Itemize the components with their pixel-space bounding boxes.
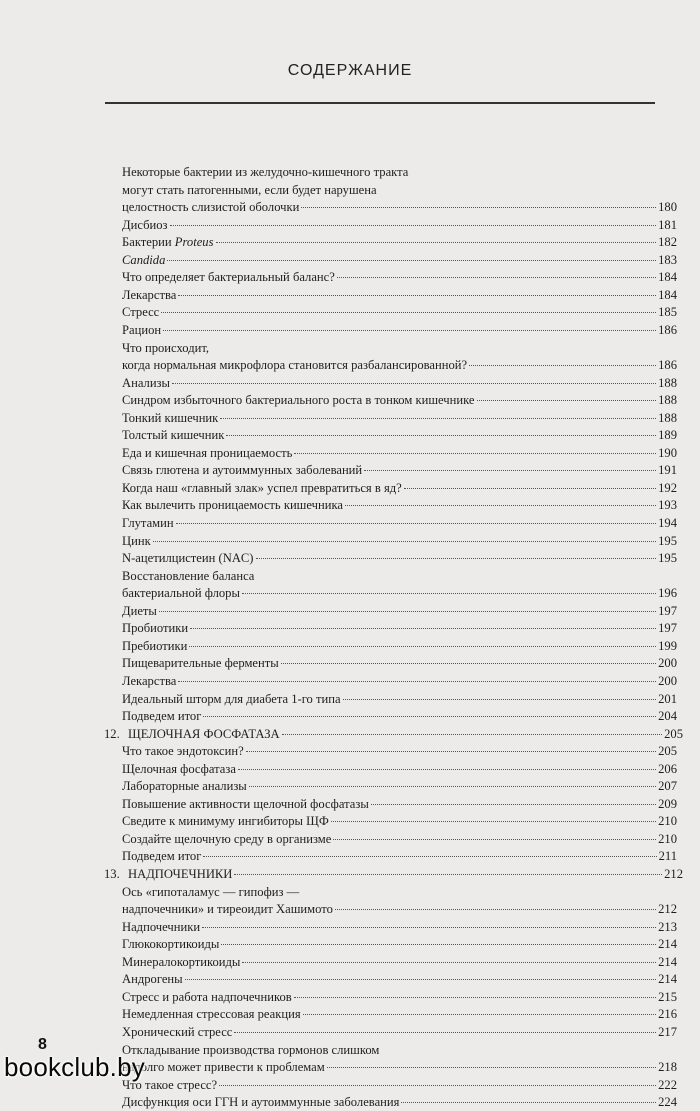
toc-entry: [122, 445, 677, 462]
dot-leader: [282, 733, 662, 735]
toc-entry-title: Подведем итог: [122, 849, 202, 864]
toc-page-number: 218: [658, 1060, 677, 1075]
toc-page-number: 185: [658, 305, 677, 320]
dot-leader: [345, 504, 656, 506]
toc-entry: [122, 287, 677, 304]
toc-entry: [122, 691, 677, 708]
toc-page-number: 211: [658, 849, 677, 864]
toc-entry: [122, 533, 677, 550]
dot-leader: [477, 399, 657, 401]
toc-entry-title: Повышение активности щелочной фосфатазы: [122, 796, 369, 811]
dot-leader: [301, 206, 656, 208]
toc-entry-title: Дисфункция оси ГГН и аутоиммунные заболевания: [122, 1095, 400, 1110]
dot-leader: [190, 627, 656, 629]
toc-entry-title: целостность слизистой оболочки: [122, 200, 300, 215]
toc-entry: [122, 936, 677, 953]
toc-entry-title: Андрогены: [122, 972, 183, 987]
toc-entry-title: Щелочная фосфатаза: [122, 761, 236, 776]
toc-entry: [122, 164, 677, 181]
toc-entry: [122, 269, 677, 286]
toc-entry: [122, 1024, 677, 1041]
toc-page-number: 216: [658, 1007, 677, 1022]
toc-entry: [122, 182, 677, 199]
toc-entry-title: Пробиотики: [122, 621, 189, 636]
toc-page-number: 186: [658, 358, 677, 373]
dot-leader: [216, 241, 657, 243]
toc-page-number: 197: [658, 603, 677, 618]
toc-entry: [122, 234, 677, 251]
dot-leader: [303, 1013, 656, 1015]
dot-leader: [202, 926, 656, 928]
toc-page-number: 194: [658, 516, 677, 530]
toc-entry-title: Ось «гипоталамус — гипофиз —: [122, 884, 300, 899]
toc-entry: [122, 901, 677, 918]
dot-leader: [170, 224, 657, 226]
toc-entry: [122, 340, 677, 357]
dot-leader: [242, 592, 656, 594]
toc-page-number: 212: [664, 867, 683, 881]
dot-leader: [234, 873, 662, 875]
toc-entry: [122, 1077, 677, 1094]
toc-entry: [122, 322, 677, 339]
toc-page-number: 197: [658, 621, 677, 636]
dot-leader: [469, 364, 656, 366]
toc-entry-title: Глутамин: [122, 516, 174, 530]
toc-entry-title: Дисбиоз: [122, 217, 168, 232]
toc-page-number: 212: [658, 902, 677, 917]
toc-page-number: 214: [658, 972, 677, 987]
toc-entry-title: Идеальный шторм для диабета 1-го типа: [122, 691, 341, 706]
toc-entry: [122, 778, 677, 795]
toc-entry: [122, 217, 677, 234]
toc-page-number: 199: [658, 638, 677, 653]
dot-leader: [337, 276, 656, 278]
toc-page-number: 200: [658, 673, 677, 688]
chapter-number: 12.: [104, 726, 120, 741]
toc-entry: [122, 585, 677, 602]
dot-leader: [327, 1066, 656, 1068]
toc-page-number: 188: [658, 393, 677, 408]
dot-leader: [238, 768, 656, 770]
toc-entry: [122, 655, 677, 672]
toc-entry: [122, 462, 677, 479]
dot-leader: [371, 803, 656, 805]
dot-leader: [172, 382, 656, 384]
toc-entry-title: Хронический стресс: [122, 1024, 233, 1039]
toc-entry-title: Как вылечить проницаемость кишечника: [122, 498, 343, 513]
chapter-number: 13.: [104, 867, 120, 881]
toc-entry: [122, 989, 677, 1006]
toc-entry-title: Минералокортикоиды: [122, 954, 241, 969]
page-number: 8: [38, 1036, 47, 1053]
dot-leader: [220, 417, 656, 419]
dot-leader: [294, 996, 656, 998]
toc-entry-title: Откладывание производства гормонов слишком: [122, 1042, 380, 1057]
toc-entry: [122, 954, 677, 971]
dot-leader: [281, 662, 656, 664]
toc-page-number: 206: [658, 761, 677, 776]
toc-page-number: 193: [658, 498, 677, 513]
toc-entry: [122, 392, 677, 409]
toc-entry: [122, 831, 677, 848]
toc-entry-title: Анализы: [122, 375, 170, 390]
toc-page-number: 222: [658, 1077, 677, 1092]
toc-entry-title: Подведем итог: [122, 709, 202, 724]
toc-page-number: 188: [658, 375, 677, 390]
toc-entry-title: Некоторые бактерии из желудочно-кишечного тракта: [122, 165, 409, 179]
toc-entry: [122, 796, 677, 813]
toc-page-number: 184: [658, 270, 677, 285]
toc-entry: [122, 638, 677, 655]
toc-entry-title: Что определяет бактериальный баланс?: [122, 270, 335, 285]
toc-page-number: 205: [664, 726, 683, 741]
toc-page-number: 209: [658, 796, 677, 811]
chapter-title: НАДПОЧЕЧНИКИ: [128, 867, 233, 881]
toc-page-number: 200: [658, 656, 677, 671]
dot-leader: [203, 855, 656, 857]
toc-page-number: 195: [658, 551, 677, 566]
toc-entry: [122, 1059, 677, 1076]
toc-entry: [122, 761, 677, 778]
toc-page-number: 184: [658, 287, 677, 302]
toc-page-number: 205: [658, 744, 677, 759]
toc-page-number: 191: [658, 463, 677, 478]
toc-page-number: 215: [658, 989, 677, 1004]
toc-page-number: 201: [658, 691, 677, 706]
toc-entry-title: когда нормальная микрофлора становится разбалансированной?: [122, 358, 468, 373]
toc-entry-title: Candida: [122, 252, 166, 267]
toc-entry-title: Рацион: [122, 322, 162, 337]
dot-leader: [221, 943, 656, 945]
toc-entry-title: Связь глютена и аутоиммунных заболеваний: [122, 463, 363, 478]
toc-entry-title: Создайте щелочную среду в организме: [122, 831, 332, 846]
toc-entry-title: Лекарства: [122, 673, 177, 688]
toc-page-number: 224: [658, 1095, 677, 1110]
toc-page-number: 181: [658, 217, 677, 232]
dot-leader: [343, 698, 657, 700]
toc-page-number: 196: [658, 586, 677, 601]
toc-entry: [122, 884, 677, 901]
toc-entry-title: Восстановление баланса: [122, 568, 255, 583]
dot-leader: [404, 487, 656, 489]
dot-leader: [256, 557, 657, 559]
toc-entry: [122, 427, 677, 444]
dot-leader: [163, 329, 656, 331]
watermark: bookclub.by: [4, 1052, 145, 1082]
toc-entry: [122, 708, 677, 725]
toc-page-number: 210: [658, 814, 677, 829]
toc-entry: [104, 866, 683, 883]
toc-entry: [122, 357, 677, 374]
toc-entry-title: Лекарства: [122, 287, 177, 302]
toc-entry-title: Что происходит,: [122, 340, 210, 355]
dot-leader: [294, 452, 656, 454]
toc-entry-title: Толстый кишечник: [122, 428, 225, 443]
dot-leader: [234, 1031, 656, 1033]
toc-entry-title: Сведите к минимуму ингибиторы ЩФ: [122, 814, 329, 829]
toc-entry: [122, 199, 677, 216]
dot-leader: [401, 1101, 656, 1103]
dot-leader: [178, 680, 656, 682]
toc-entry: [122, 550, 677, 567]
toc-page-number: 189: [658, 428, 677, 443]
toc-entry: [122, 497, 677, 514]
toc-entry-title: Бактерии Proteus: [122, 235, 214, 250]
toc-entry-title: Синдром избыточного бактериального роста в тонком кишечнике: [122, 393, 475, 408]
toc-entry: [122, 480, 677, 497]
dot-leader: [333, 838, 656, 840]
toc-entry: [122, 971, 677, 988]
toc-page-number: 214: [658, 937, 677, 952]
toc-entry: [122, 568, 677, 585]
toc-entry: [122, 252, 677, 269]
dot-leader: [153, 540, 656, 542]
toc-entry-title: Глюкокортикоиды: [122, 937, 220, 952]
dot-leader: [176, 522, 656, 524]
toc-page-number: 182: [658, 235, 677, 250]
dot-leader: [364, 469, 656, 471]
toc-page-number: 195: [658, 533, 677, 548]
toc-entry-title: Лабораторные анализы: [122, 779, 247, 794]
toc-page-number: 213: [658, 919, 677, 934]
toc-entry-title: N-ацетилцистеин (NAC): [122, 551, 254, 566]
toc-entry: [122, 743, 677, 760]
toc-page-number: 204: [658, 709, 677, 724]
toc-entry: [122, 813, 677, 830]
toc-entry-title: могут стать патогенными, если будет нарушена: [122, 182, 377, 197]
toc-entry-title: Немедленная стрессовая реакция: [122, 1007, 301, 1022]
toc-entry: [122, 673, 677, 690]
dot-leader: [249, 785, 656, 787]
toc-page-number: 186: [658, 322, 677, 337]
toc-page-number: 214: [658, 954, 677, 969]
toc-entry: [122, 375, 677, 392]
toc-page-number: 192: [658, 480, 677, 495]
toc-entry-title: Что такое стресс?: [122, 1077, 218, 1092]
toc-entry-title: бактериальной флоры: [122, 586, 240, 601]
toc-page-number: 188: [658, 410, 677, 425]
toc-entry-title: Цинк: [122, 533, 151, 548]
dot-leader: [167, 259, 656, 261]
dot-leader: [331, 820, 656, 822]
page-title: СОДЕРЖАНИЕ: [287, 62, 413, 79]
toc-entry-title: Тонкий кишечник: [122, 410, 219, 425]
toc-page-number: 207: [658, 779, 677, 794]
toc-page-number: 210: [658, 831, 677, 846]
toc-entry-title: Диеты: [122, 603, 157, 618]
toc-entry-title: Стресс и работа надпочечников: [122, 989, 292, 1004]
toc-entry: [122, 304, 677, 321]
toc-entry: [104, 726, 683, 743]
toc-entry: [122, 1006, 677, 1023]
toc-page-number: 180: [658, 200, 677, 215]
dot-leader: [335, 908, 656, 910]
dot-leader: [178, 294, 656, 296]
header-rule: [105, 102, 655, 104]
toc-entry-title: надолго может привести к проблемам: [122, 1060, 325, 1075]
chapter-title: ЩЕЛОЧНАЯ ФОСФАТАЗА: [128, 726, 280, 741]
dot-leader: [226, 434, 656, 436]
toc-entry-title: Пребиотики: [122, 638, 188, 653]
toc-entry: [122, 410, 677, 427]
toc-entry-title: Когда наш «главный злак» успел превратиться в яд?: [122, 480, 402, 495]
dot-leader: [159, 610, 656, 612]
toc-entry: [122, 1042, 677, 1059]
dot-leader: [161, 311, 656, 313]
toc-entry-title: Пищеварительные ферменты: [122, 656, 279, 671]
toc-entry-title: Стресс: [122, 305, 160, 320]
toc-entry: [122, 603, 677, 620]
toc-entry: [122, 515, 677, 532]
toc-entry: [122, 620, 677, 637]
toc-entry: [122, 848, 677, 865]
toc-entry-title: надпочечники» и тиреоидит Хашимото: [122, 902, 333, 917]
dot-leader: [185, 978, 656, 980]
dot-leader: [246, 750, 656, 752]
toc-entry-title: Еда и кишечная проницаемость: [122, 445, 293, 460]
dot-leader: [242, 961, 656, 963]
toc-entry-title: Что такое эндотоксин?: [122, 744, 244, 759]
toc-page-number: 190: [658, 445, 677, 460]
toc-entry: [122, 1094, 677, 1111]
toc-entry: [122, 919, 677, 936]
toc-page-number: 183: [658, 252, 677, 267]
dot-leader: [203, 715, 656, 717]
toc-entry-title: Надпочечники: [122, 919, 201, 934]
dot-leader: [219, 1084, 656, 1086]
toc-page-number: 217: [658, 1024, 677, 1039]
dot-leader: [189, 645, 656, 647]
